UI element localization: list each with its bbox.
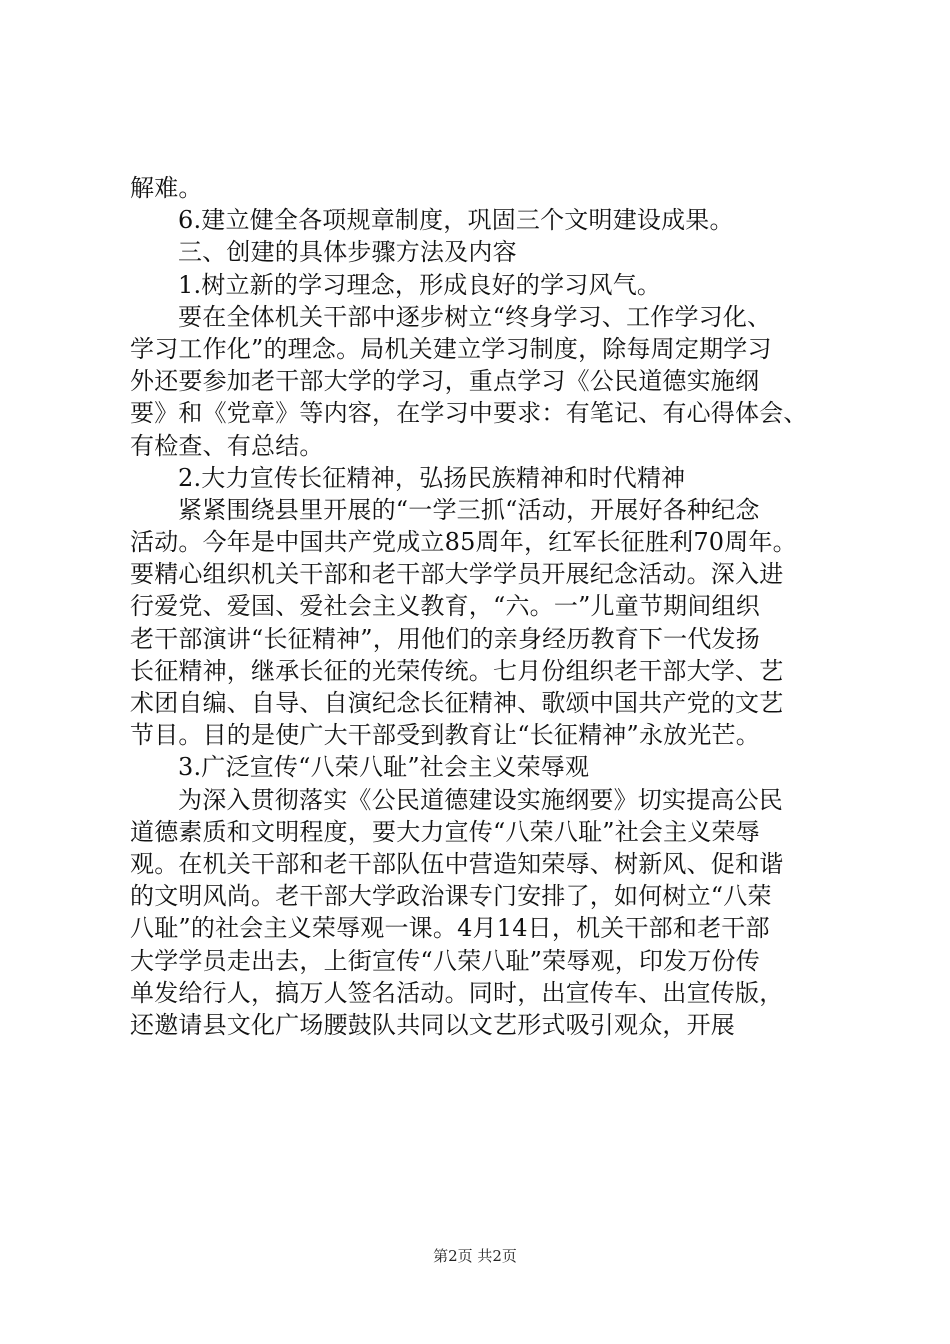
subsection-heading: 2.大力宣传长征精神，弘扬民族精神和时代精神 — [178, 463, 686, 492]
text-line: 的文明风尚。老干部大学政治课专门安排了，如何树立“八荣 — [130, 882, 772, 911]
section-heading: 三、创建的具体步骤方法及内容 — [178, 238, 517, 267]
text-line: 解难。 — [130, 174, 203, 202]
text-line: 单发给行人，搞万人签名活动。同时，出宣传车、出宣传版， — [130, 978, 784, 1007]
text-line: 紧紧围绕县里开展的“一学三抓“活动，开展好各种纪念 — [178, 495, 760, 524]
text-line: 要精心组织机关干部和老干部大学学员开展纪念活动。深入进 — [130, 560, 784, 589]
text-line: 外还要参加老干部大学的学习，重点学习《公民道德实施纲 — [130, 367, 760, 396]
text-line: 观。在机关干部和老干部队伍中营造知荣辱、树新风、促和谐 — [130, 849, 784, 878]
text-line: 为深入贯彻落实《公民道德建设实施纲要》切实提高公民 — [178, 785, 783, 814]
subsection-heading: 3.广泛宣传“八荣八耻”社会主义荣辱观 — [178, 753, 590, 782]
text-line: 还邀请县文化广场腰鼓队共同以文艺形式吸引观众，开展 — [130, 1010, 735, 1039]
text-line: 节目。目的是使广大干部受到教育让“长征精神”永放光芒。 — [130, 721, 760, 750]
text-line: 6.建立健全各项规章制度，巩固三个文明建设成果。 — [178, 206, 734, 235]
text-line: 老干部演讲“长征精神”，用他们的亲身经历教育下一代发扬 — [130, 624, 760, 653]
text-line: 有检查、有总结。 — [130, 431, 324, 460]
text-line: 学习工作化”的理念。局机关建立学习制度，除每周定期学习 — [130, 334, 772, 363]
text-line: 要在全体机关干部中逐步树立“终身学习、工作学习化、 — [178, 302, 772, 331]
text-line: 大学学员走出去，上街宣传“八荣八耻”荣辱观，印发万份传 — [130, 946, 760, 975]
text-line: 道德素质和文明程度，要大力宣传“八荣八耻”社会主义荣辱 — [130, 817, 760, 846]
text-line: 行爱党、爱国、爱社会主义教育，“六。一”儿童节期间组织 — [130, 592, 760, 621]
text-line: 长征精神，继承长征的光荣传统。七月份组织老干部大学、艺 — [130, 656, 784, 685]
text-line: 要》和《党章》等内容，在学习中要求：有笔记、有心得体会、 — [130, 399, 808, 428]
page-number-footer: 第2页 共2页 — [433, 1247, 517, 1265]
text-line: 活动。今年是中国共产党成立85周年，红军长征胜利70周年。 — [130, 528, 797, 557]
text-line: 术团自编、自导、自演纪念长征精神、歌颂中国共产党的文艺 — [130, 689, 784, 717]
text-line: 八耻”的社会主义荣辱观一课。4月14日，机关干部和老干部 — [130, 914, 770, 943]
subsection-heading: 1.树立新的学习理念，形成良好的学习风气。 — [178, 270, 662, 299]
document-body — [130, 172, 830, 1041]
